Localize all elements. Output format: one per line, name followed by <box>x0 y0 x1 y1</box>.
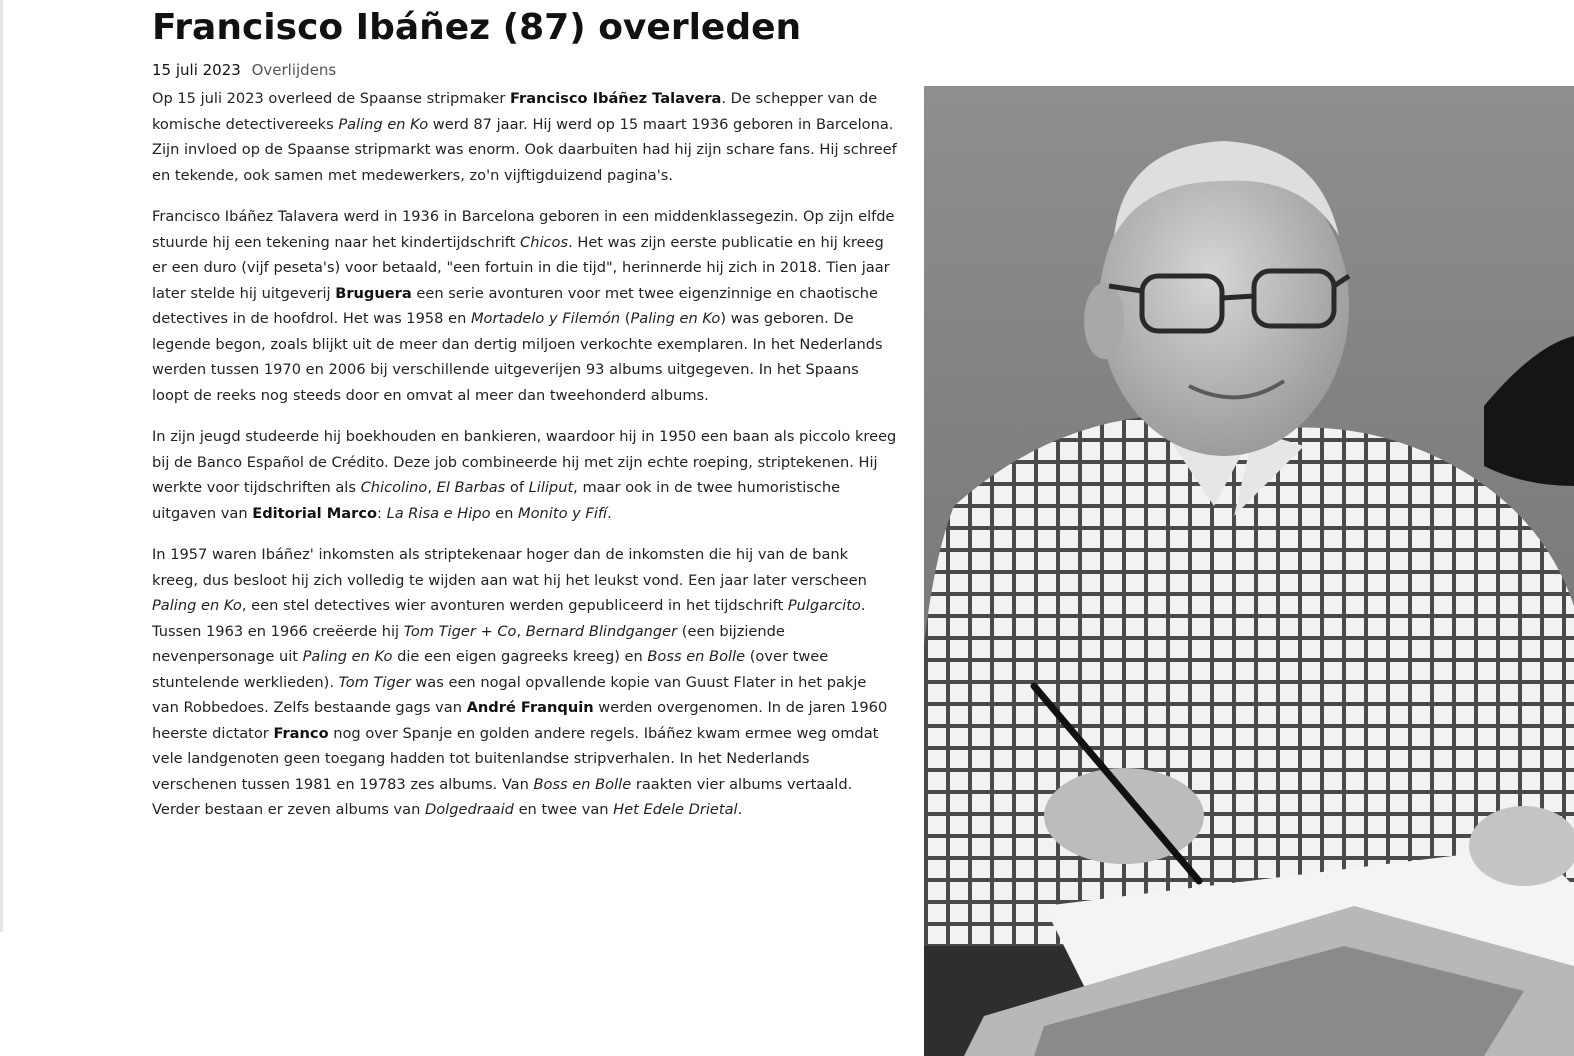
text-run: die een eigen gagreeks kreeg) en <box>392 648 648 665</box>
italic-title: Dolgedraaid <box>425 801 514 818</box>
page-edge-rule <box>0 0 3 932</box>
text-run: . <box>607 504 612 522</box>
text-run: en twee van <box>513 801 614 818</box>
italic-title: Tom Tiger + Co <box>403 622 517 640</box>
italic-title: Chicos <box>520 233 569 251</box>
text-run: raakten vier albums vertaald. Verder bestaan er zeven albums van <box>152 775 853 818</box>
italic-title: Paling en Ko <box>338 115 429 133</box>
italic-title: Chicolino <box>360 479 428 496</box>
text-run: Francisco Ibáñez Talavera werd in 1936 in Barcelona geboren in een middenklassegezin. Op zijn elfde stuurde hij een tekening naar het kindertijdschrift <box>152 208 895 251</box>
bold-text: Franco <box>273 724 329 742</box>
italic-title: Het Edele Drietal <box>613 801 738 818</box>
article-meta <box>152 59 336 81</box>
article-paragraph <box>152 204 897 408</box>
bold-text: Francisco Ibáñez Talavera <box>510 90 722 107</box>
text-run: of <box>505 479 529 496</box>
text-run: werd 87 jaar. Hij werd op 15 maart 1936 geboren in Barcelona. Zijn invloed op de Spaanse stripmarkt was enorm. Ook daarbuiten had hij zijn schare fans. Hij schreef en tekende, ook samen met medewerkers, zo'n vijftigduizend pagina's. <box>152 115 897 184</box>
italic-title: Liliput <box>528 479 574 496</box>
text-run: nog over Spanje en golden andere regels. Ibáñez kwam ermee weg omdat vele landgenoten geen toegang hadden tot buitenlandse stripverhalen. In het Nederlands verschenen tussen 1981 en 19783 zes albums. Van <box>152 724 879 793</box>
italic-title: Boss en Bolle <box>533 775 632 793</box>
portrait-photo-icon <box>924 86 1574 1056</box>
bold-text: Bruguera <box>335 284 412 302</box>
text-run: ( <box>620 310 631 327</box>
text-run: . <box>737 801 743 818</box>
text-run: . Het was zijn eerste publicatie en hij kreeg er een duro (vijf peseta's) voor betaald, "een fortuin in die tijd", herinnerde hij zich in 2018. Tien jaar later stelde hij uitgeverij <box>152 233 890 302</box>
text-run: en <box>490 504 519 522</box>
text-run: . Tussen 1963 en 1966 creëerde hij <box>152 597 866 640</box>
italic-title: Paling en Ko <box>152 597 242 614</box>
italic-title: El Barbas <box>436 479 506 496</box>
text-run: , maar ook in de twee humoristische uitgaven van <box>152 479 841 522</box>
article-paragraph <box>152 86 897 188</box>
text-run: Op 15 juli 2023 overleed de Spaanse stripmaker <box>152 90 511 107</box>
article-category-link[interactable]: Overlijdens <box>251 61 337 79</box>
italic-title: Paling en Ko <box>302 648 393 665</box>
italic-title: La Risa e Hipo <box>386 504 491 522</box>
italic-title: Mortadelo y Filemón <box>470 310 621 327</box>
article-title: Francisco Ibáñez (87) overleden <box>152 7 802 48</box>
text-run: . De schepper van de komische detectivereeks <box>152 90 878 133</box>
text-run: werden overgenomen. In de jaren 1960 heerste dictator <box>152 699 888 742</box>
bold-text: Editorial Marco <box>252 504 378 522</box>
bold-text: André Franquin <box>466 699 594 716</box>
italic-title: Tom Tiger <box>338 673 411 691</box>
text-run: In zijn jeugd studeerde hij boekhouden en bankieren, waardoor hij in 1950 een baan als piccolo kreeg bij de Banco Español de Crédito. Deze job combineerde hij met zijn echte roeping, striptekenen. Hij werkte voor tijdschriften als <box>152 428 897 496</box>
article-body <box>152 86 897 839</box>
text-run: een serie avonturen voor met twee eigenzinnige en chaotische detectives in de hoofdrol. Het was 1958 en <box>152 284 878 327</box>
article-paragraph <box>152 542 897 823</box>
italic-title: Boss en Bolle <box>647 648 746 665</box>
text-run: (over twee stuntelende werklieden). <box>152 648 829 691</box>
text-run: , een stel detectives wier avonturen werden gepubliceerd in het tijdschrift <box>241 597 788 614</box>
text-run: , <box>516 622 526 640</box>
text-run: ) was geboren. De legende begon, zoals blijkt uit de meer dan dertig miljoen verkochte exemplaren. In het Nederlands werden tussen 1970 en 2006 bij verschillende uitgeverijen 93 albums uitgegeven. In het Spaans loopt de reeks nog steeds door en omvat al meer dan tweehonderd albums. <box>152 310 883 404</box>
text-run: was een nogal opvallende kopie van Guust Flater in het pakje van Robbedoes. Zelfs bestaande gags van <box>152 673 867 716</box>
text-run: (een bijziende nevenpersonage uit <box>152 622 785 665</box>
italic-title: Bernard Blindganger <box>525 622 678 640</box>
italic-title: Pulgarcito <box>787 597 861 614</box>
article-date: 15 juli 2023 <box>152 61 241 79</box>
text-run: , <box>427 479 437 496</box>
italic-title: Monito y Fifí <box>518 504 608 522</box>
italic-title: Paling en Ko <box>630 310 721 327</box>
text-run: In 1957 waren Ibáñez' inkomsten als striptekenaar hoger dan de inkomsten die hij van de bank kreeg, dus besloot hij zich volledig te wijden aan wat hij het leukst vond. Een jaar later verscheen <box>152 546 867 589</box>
article-paragraph <box>152 424 897 526</box>
text-run: : <box>377 504 387 522</box>
